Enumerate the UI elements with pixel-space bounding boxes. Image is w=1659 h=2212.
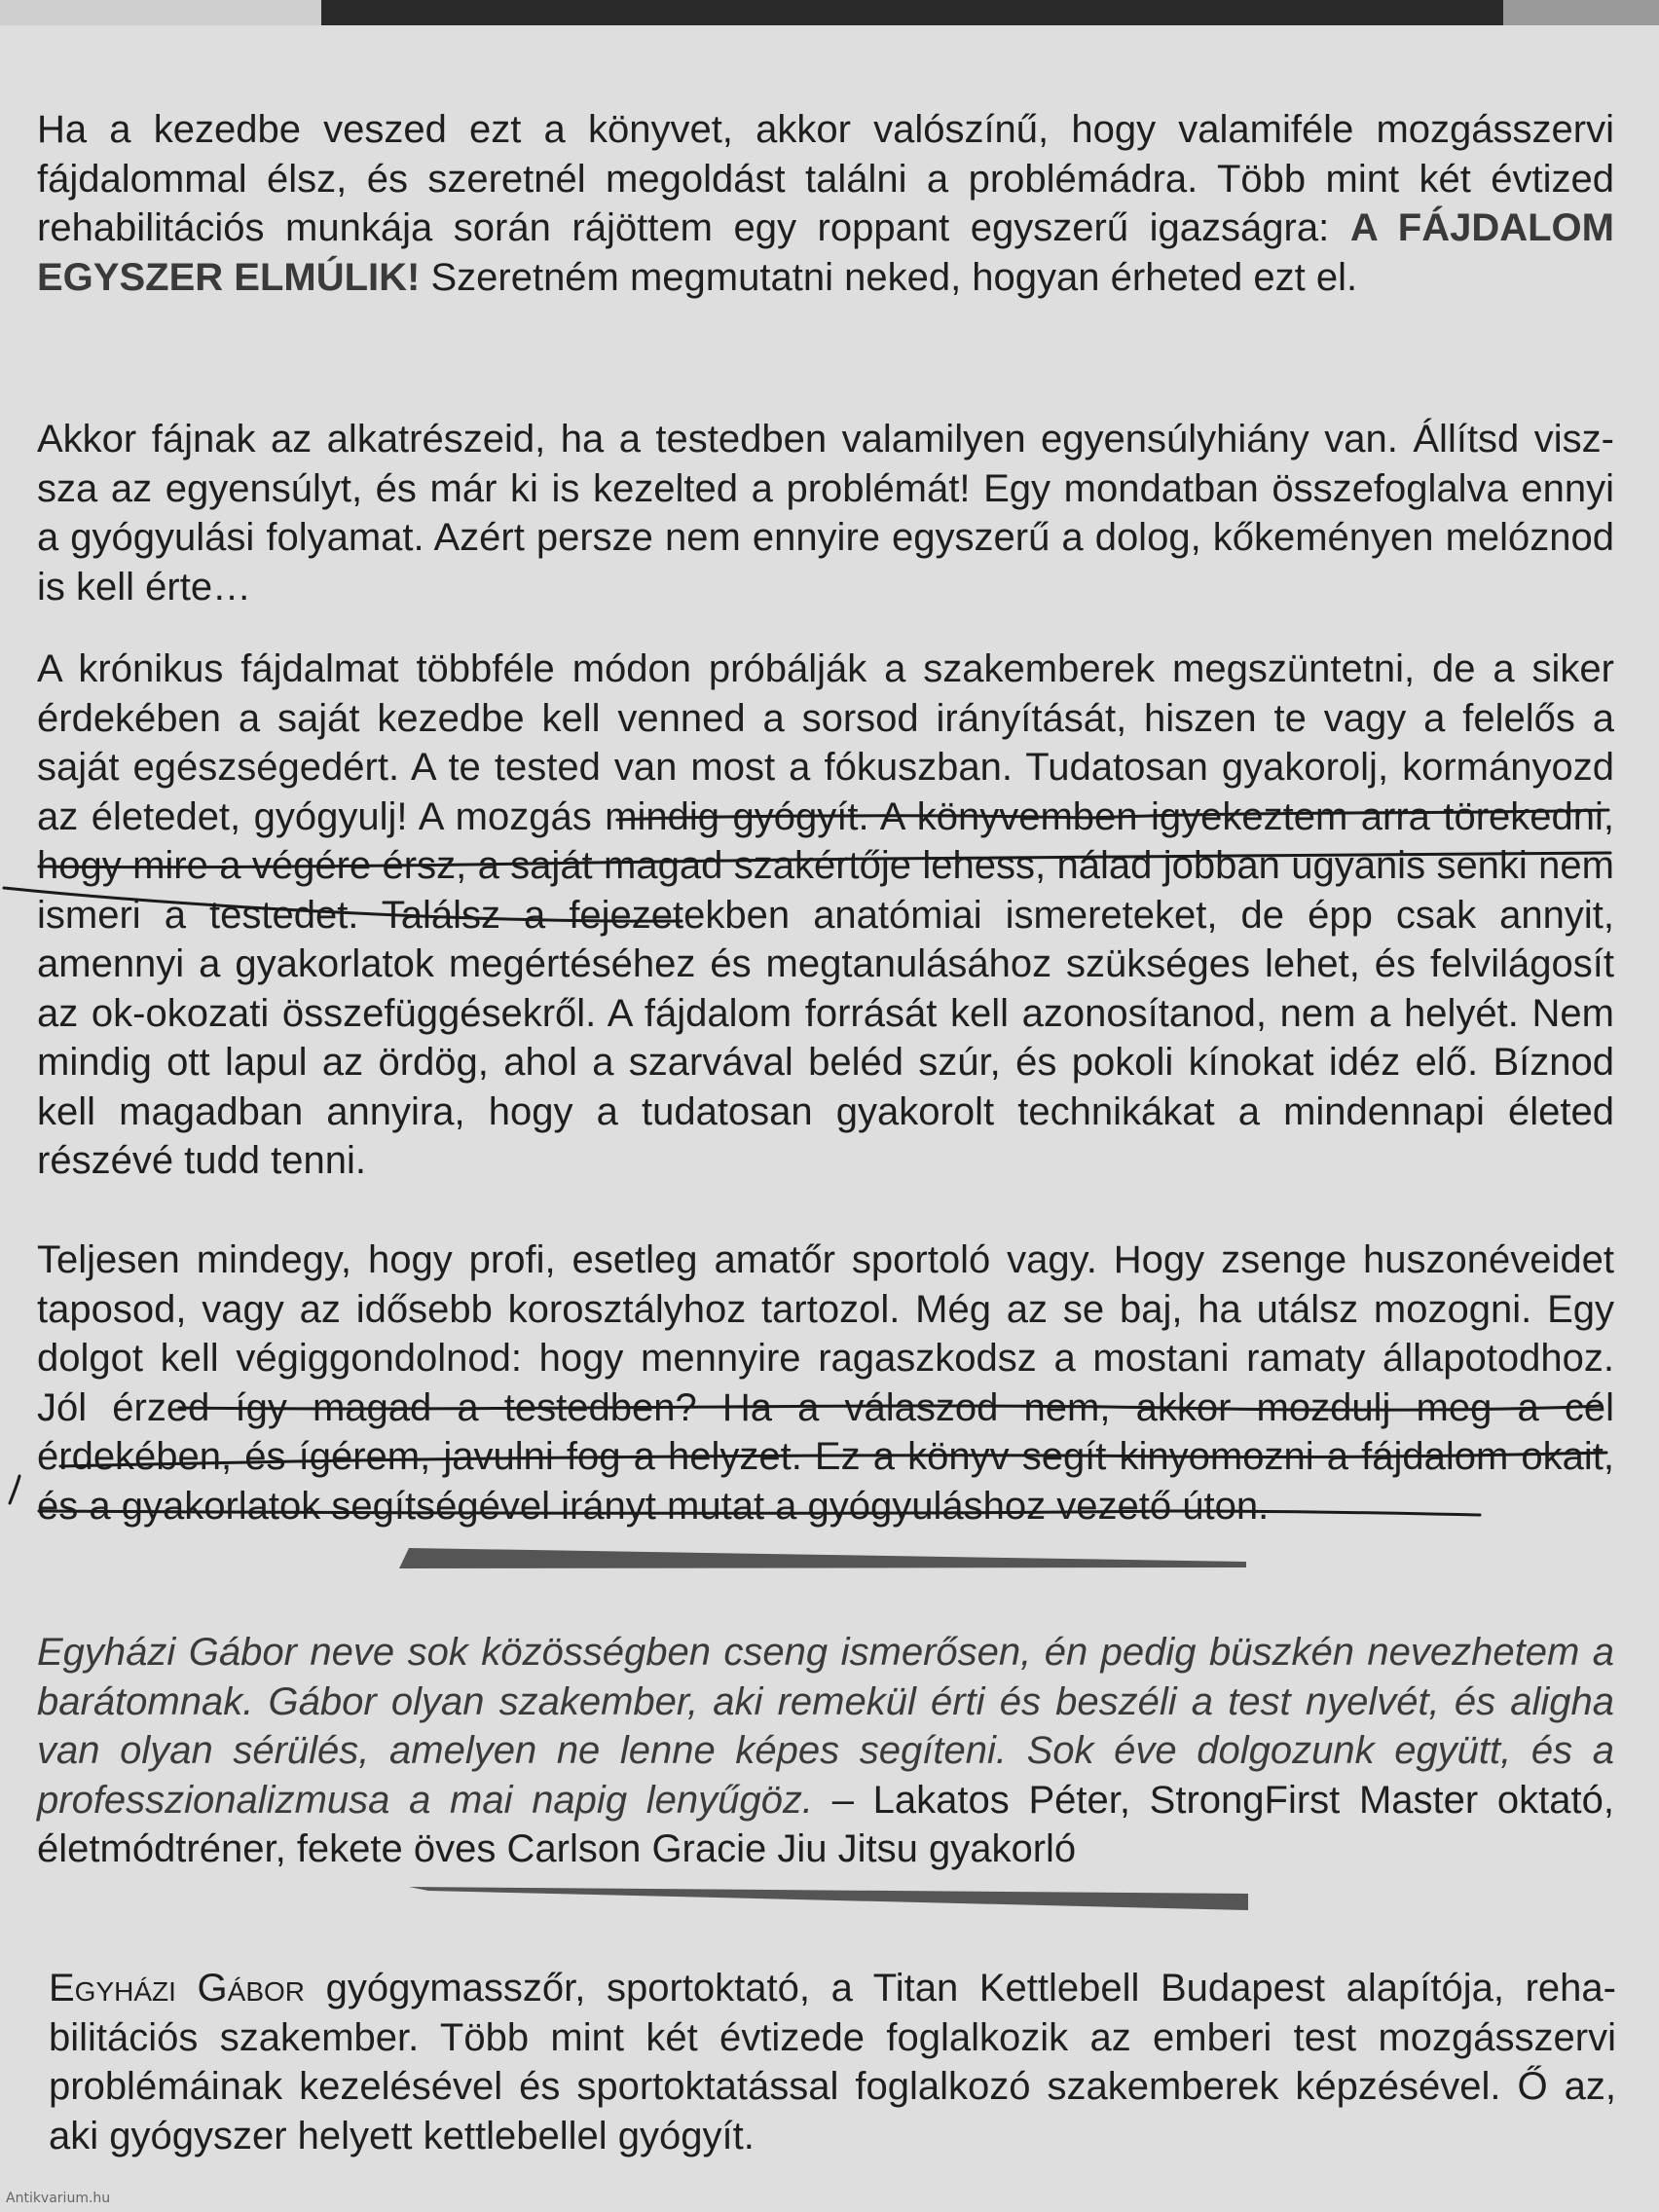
intro-text-before: Ha a kezedbe veszed ezt a könyvet, akkor valószínű, hogy valamiféle mozgásszervi fájdalommal élsz, és szeretnél megoldást találni a problémádra. Több mint két évtized rehabilitációs munkája során rájöttem egy roppant egyszerű igazságra:: [37, 108, 1614, 249]
intro-text-after: Szeretném megmutatni neked, hogyan érheted ezt el.: [420, 255, 1358, 299]
quote-text: Egyházi Gábor neve sok közösségben cseng ismerősen, én pedig büszkén nevezhetem a barátomnak. Gábor olyan szakember, aki remekül érti és beszéli a test nyelvét, és aligha van olyan sérülés, amelyen ne lenne képes segíteni. Sok éve dolgozunk együtt, és a professzionalizmusa a mai napig lenyűgöz.: [37, 1631, 1614, 1822]
motivation-text: Teljesen mindegy, hogy profi, esetleg amatőr sportoló vagy. Hogy zsenge huszonéveidet taposod, vagy az idősebb korosztályhoz tartozol. Még az se baj, ha utálsz mozogni. Egy dolgot kell végiggondolnod: hogy mennyire ragaszkodsz a mostani ramaty állapotodhoz. Jól érzed így magad a testedben? Ha a válaszod nem, akkor mozdulj meg a cél érdekében, és ígérem, javulni fog a helyzet. Ez a könyv segít kinyomozni a fájdalom okait, és a gyakorlatok segítségével irányt mutat a gyógyuláshoz vezető úton.: [37, 1238, 1614, 1528]
author-name: Egyházi Gábor: [49, 1967, 305, 2009]
divider-upper: [399, 1548, 1246, 1568]
intro-emphasis: A FÁJDALOM EGYSZER ELMÚLIK!: [37, 206, 1614, 299]
chronic-pain-text: A krónikus fájdalmat többféle módon próbálják a szakemberek megszüntetni, de a siker érdekében a saját kezedbe kell venned a sorsod irányítását, hiszen te vagy a felelős a saját egészségedért. A te tested van most a fókuszban. Tudatosan gyakorolj, kormányozd az életedet, gyógyulj! A mozgás mindig gyógyít. A könyvemben igyekeztem arra törekedni, hogy mire a végére érsz, a saját magad szakértője lehess, nálad jobban ugyanis senki nem ismeri a testedet. Találsz a fejezetekben anatómiai ismereteket, de épp csak annyit, amennyi a gyakorlatok megértéséhez és megtanulásához szükséges lehet, és felvilágosít az ok-okozati összefüggésekről. A fájdalom forrását kell azonosítanod, nem a helyét. Nem mindig ott lapul az ördög, ahol a szarvával beléd szúr, és pokoli kínokat idéz elő. Bíznod kell magadban annyira, hogy a tudatosan gyakorolt technikákat a mindennapi életed részévé tudd tenni.: [37, 647, 1614, 1182]
balance-text: Akkor fájnak az alkatrészeid, ha a testedben valamilyen egyensúlyhiány van. Állítsd viszsza az egyensúlyt, és már ki is kezelted a problémát! Egy mondatban összefoglalva ennyi a gyógyulási folyamat. Azért persze nem ennyire egyszerű a dolog, kőkeményen melóznod is kell érte…: [37, 418, 1614, 608]
author-bio-text: gyógymasszőr, sportoktató, a Titan Kettlebell Budapest alapítója, rehabilitációs szakember. Több mint két évtizede foglalkozik az emberi test mozgásszervi problémáinak kezelésével és sportoktatással foglalkozó szakemberek képzésével. Ő az, aki gyógyszer helyett kettlebellel gyógyít.: [49, 1967, 1616, 2157]
quote-attribution: – Lakatos Péter, StrongFirst Master oktató, életmódtréner, fekete öves Carlson Gracie Jiu Jitsu gyakorló: [37, 1778, 1614, 1870]
divider-lower: [409, 1887, 1248, 1910]
watermark: Antikvarium.hu: [6, 2191, 111, 2206]
